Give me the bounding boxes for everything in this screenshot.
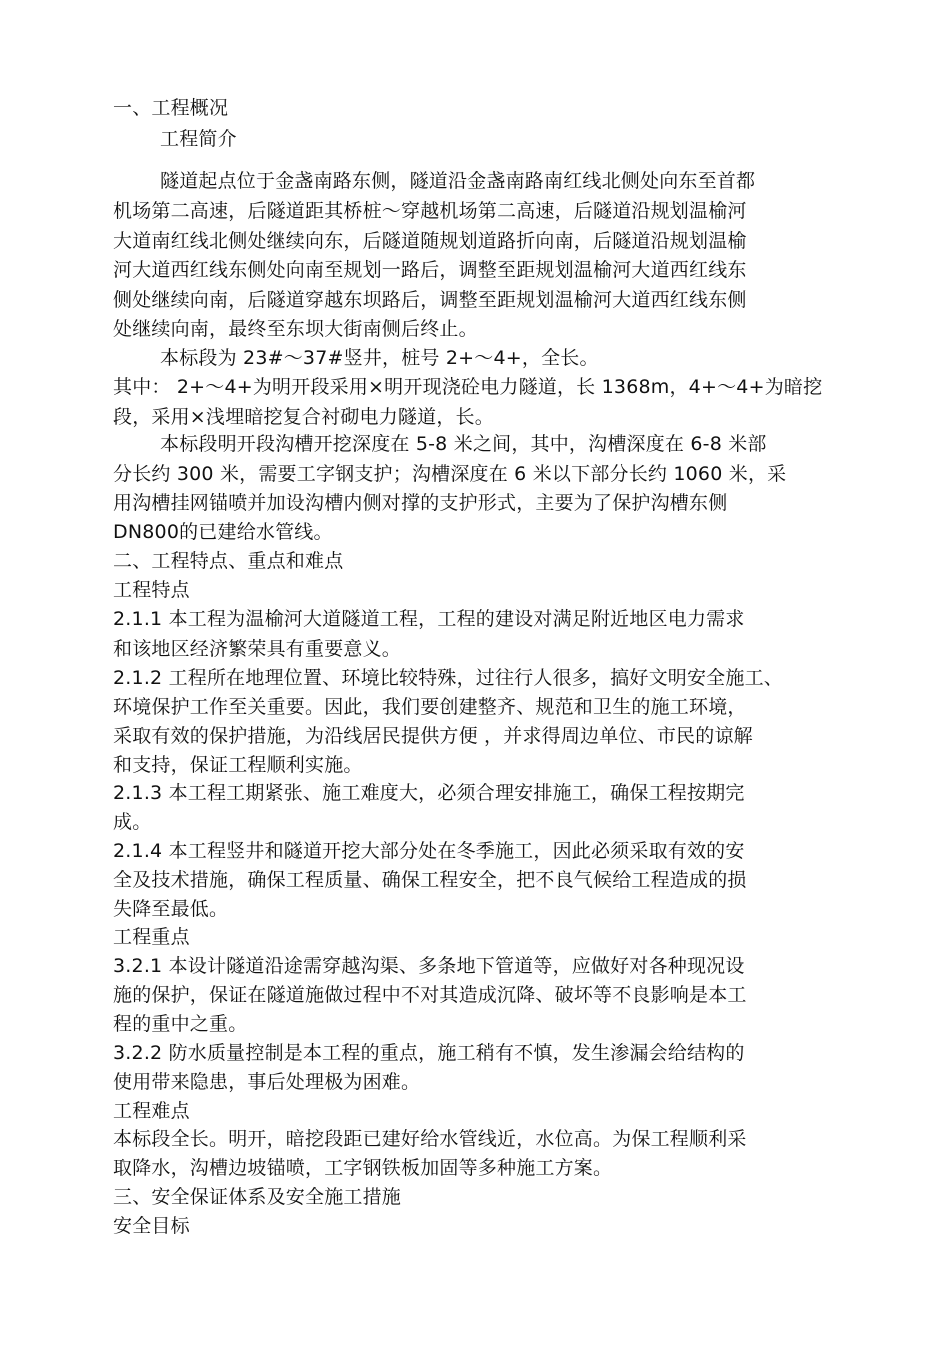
paragraph-line: 2.1.2 工程所在地理位置、环境比较特殊，过往行人很多，搞好文明安全施工、 <box>113 667 783 689</box>
paragraph-line: 河大道西红线东侧处向南至规划一路后，调整至距规划温榆河大道西红线东 <box>113 259 747 281</box>
subheading-intro: 工程简介 <box>160 128 237 150</box>
subheading-key-points: 工程重点 <box>113 926 190 948</box>
paragraph-line: 大道南红线北侧处继续向东，后隧道随规划道路折向南，后隧道沿规划温榆 <box>113 230 747 252</box>
paragraph-line: 2.1.4 本工程竖井和隧道开挖大部分处在冬季施工，因此必须采取有效的安 <box>113 840 745 862</box>
paragraph-line: 成。 <box>113 811 152 833</box>
paragraph-line: 段，采用×浅埋暗挖复合衬砌电力隧道，长。 <box>113 406 494 428</box>
section-heading-1: 一、工程概况 <box>113 97 229 119</box>
paragraph-line: 施的保护，保证在隧道施做过程中不对其造成沉降、破坏等不良影响是本工 <box>113 984 747 1006</box>
paragraph-line: 使用带来隐患，事后处理极为困难。 <box>113 1071 421 1093</box>
section-heading-3: 三、安全保证体系及安全施工措施 <box>113 1186 402 1208</box>
paragraph-line: 2.1.1 本工程为温榆河大道隧道工程，工程的建设对满足附近地区电力需求 <box>113 608 745 630</box>
paragraph-line: 本标段明开段沟槽开挖深度在 5-8 米之间，其中，沟槽深度在 6-8 米部 <box>160 433 767 455</box>
paragraph-line: 失降至最低。 <box>113 898 229 920</box>
paragraph-line: 采取有效的保护措施，为沿线居民提供方便 ，并求得周边单位、市民的谅解 <box>113 725 753 747</box>
paragraph-line: 程的重中之重。 <box>113 1013 248 1035</box>
paragraph-line: 2.1.3 本工程工期紧张、施工难度大，必须合理安排施工，确保工程按期完 <box>113 782 745 804</box>
paragraph-line: 机场第二高速，后隧道距其桥桩～穿越机场第二高速，后隧道沿规划温榆河 <box>113 200 747 222</box>
paragraph-line: 和支持，保证工程顺利实施。 <box>113 754 363 776</box>
paragraph-line: 和该地区经济繁荣具有重要意义。 <box>113 638 402 660</box>
paragraph-line: DN800的已建给水管线。 <box>113 521 333 543</box>
paragraph-line: 侧处继续向南，后隧道穿越东坝路后，调整至距规划温榆河大道西红线东侧 <box>113 289 747 311</box>
subheading-difficulties: 工程难点 <box>113 1100 190 1122</box>
section-heading-2: 二、工程特点、重点和难点 <box>113 550 344 572</box>
subheading-safety-goal: 安全目标 <box>113 1215 190 1237</box>
paragraph-line: 3.2.1 本设计隧道沿途需穿越沟渠、多条地下管道等，应做好对各种现况设 <box>113 955 745 977</box>
paragraph-line: 本标段全长。明开，暗挖段距已建好给水管线近，水位高。为保工程顺利采 <box>113 1128 747 1150</box>
paragraph-line: 全及技术措施，确保工程质量、确保工程安全，把不良气候给工程造成的损 <box>113 869 747 891</box>
paragraph-line: 隧道起点位于金盏南路东侧，隧道沿金盏南路南红线北侧处向东至首都 <box>160 170 756 192</box>
paragraph-line: 处继续向南，最终至东坝大街南侧后终止。 <box>113 318 478 340</box>
paragraph-line: 环境保护工作至关重要。因此，我们要创建整齐、规范和卫生的施工环境， <box>113 696 747 718</box>
paragraph-line: 取降水，沟槽边坡锚喷，工字钢铁板加固等多种施工方案。 <box>113 1157 613 1179</box>
paragraph-line: 3.2.2 防水质量控制是本工程的重点，施工稍有不慎，发生渗漏会给结构的 <box>113 1042 745 1064</box>
paragraph-line: 分长约 300 米，需要工字钢支护；沟槽深度在 6 米以下部分长约 1060 米，采 <box>113 463 787 485</box>
paragraph-line: 其中： 2+～4+为明开段采用×明开现浇砼电力隧道，长 1368m，4+～4+为暗挖 <box>113 376 823 398</box>
paragraph-line: 用沟槽挂网锚喷并加设沟槽内侧对撑的支护形式，主要为了保护沟槽东侧 <box>113 492 728 514</box>
subheading-features: 工程特点 <box>113 579 190 601</box>
paragraph-line: 本标段为 23#～37#竖井，桩号 2+～4+，全长。 <box>160 347 599 369</box>
